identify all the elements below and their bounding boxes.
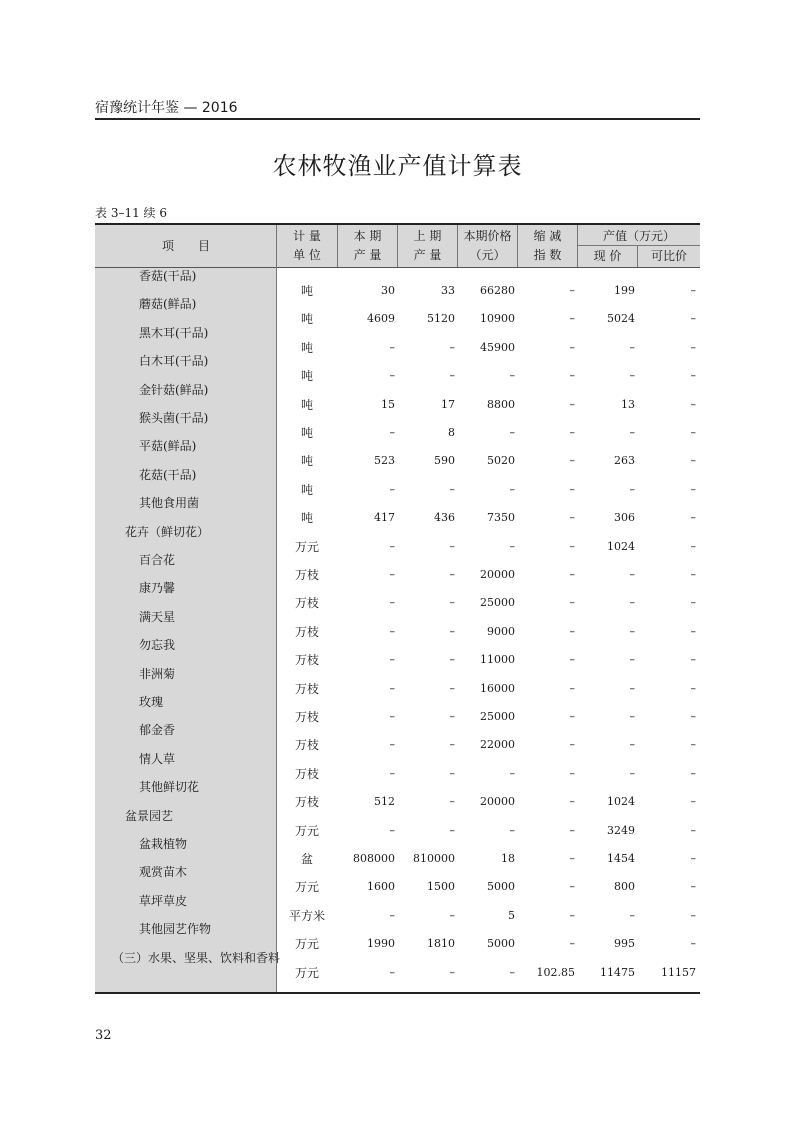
item-label: 盆栽植物 bbox=[139, 837, 188, 851]
table-id: 表 3–11 续 6 bbox=[95, 206, 167, 220]
cell-idx: – bbox=[569, 738, 575, 751]
cell-unit: 万枝 bbox=[294, 767, 319, 781]
cell-prev: – bbox=[449, 738, 455, 751]
cell-idx: – bbox=[569, 284, 575, 297]
item-label: 花菇(干品) bbox=[139, 468, 197, 482]
cell-idx: – bbox=[569, 341, 575, 354]
cell-comp: – bbox=[690, 483, 696, 496]
cell-prev: – bbox=[449, 341, 455, 354]
item-label: 金针菇(鲜品) bbox=[139, 383, 209, 397]
cell-idx: – bbox=[569, 483, 575, 496]
cell-prev: – bbox=[449, 483, 455, 496]
item-label: 玫瑰 bbox=[139, 695, 164, 709]
cell-prev: – bbox=[449, 568, 455, 581]
cell-now: 3249 bbox=[607, 824, 635, 837]
cell-comp: – bbox=[690, 653, 696, 666]
cell-idx: – bbox=[569, 880, 575, 893]
cell-price: 45900 bbox=[480, 341, 515, 354]
cell-unit: 万枝 bbox=[294, 738, 319, 752]
cell-prev: – bbox=[449, 966, 455, 979]
item-label: 非洲菊 bbox=[139, 667, 176, 681]
cell-prev: – bbox=[449, 795, 455, 808]
cell-price: – bbox=[509, 767, 515, 780]
cell-prev: 810000 bbox=[413, 852, 455, 865]
header-rule bbox=[95, 118, 700, 120]
cell-prev: 1500 bbox=[427, 880, 455, 893]
cell-now: – bbox=[629, 426, 635, 439]
item-label: （三）水果、坚果、饮料和香料 bbox=[112, 951, 281, 965]
cell-now: – bbox=[629, 568, 635, 581]
cell-now: – bbox=[629, 369, 635, 382]
cell-unit: 万枝 bbox=[294, 710, 319, 724]
cell-prev: 8 bbox=[448, 426, 455, 439]
cell-cur: – bbox=[389, 625, 395, 638]
cell-prev: – bbox=[449, 596, 455, 609]
cell-unit: 盆 bbox=[300, 852, 313, 866]
header-deflator-line2: 指 数 bbox=[533, 248, 562, 262]
cell-unit: 万枝 bbox=[294, 596, 319, 610]
cell-price: 18 bbox=[501, 852, 515, 865]
cell-prev: 17 bbox=[441, 398, 455, 411]
cell-unit: 万枝 bbox=[294, 653, 319, 667]
cell-now: – bbox=[629, 653, 635, 666]
cell-now: – bbox=[629, 710, 635, 723]
cell-cur: 417 bbox=[374, 511, 395, 524]
cell-price: 11000 bbox=[480, 653, 515, 666]
item-label: 花卉（鲜切花） bbox=[125, 525, 210, 539]
item-label: 郁金香 bbox=[139, 723, 176, 737]
cell-idx: – bbox=[569, 682, 575, 695]
item-label: 其他园艺作物 bbox=[139, 922, 212, 936]
cell-now: 800 bbox=[614, 880, 635, 893]
value-group-rule bbox=[578, 245, 700, 246]
cell-prev: – bbox=[449, 710, 455, 723]
cell-cur: 1600 bbox=[367, 880, 395, 893]
header-price-line1: 本期价格 bbox=[463, 229, 512, 243]
cell-price: – bbox=[509, 426, 515, 439]
cell-unit: 万元 bbox=[294, 540, 319, 554]
item-label: 黑木耳(干品) bbox=[139, 326, 209, 340]
cell-price: – bbox=[509, 483, 515, 496]
cell-unit: 吨 bbox=[300, 483, 313, 497]
cell-comp: – bbox=[690, 596, 696, 609]
cell-now: – bbox=[629, 483, 635, 496]
cell-comp: – bbox=[690, 540, 696, 553]
cell-unit: 吨 bbox=[300, 511, 313, 525]
cell-idx: – bbox=[569, 398, 575, 411]
cell-unit: 万元 bbox=[294, 937, 319, 951]
cell-idx: – bbox=[569, 426, 575, 439]
cell-price: – bbox=[509, 966, 515, 979]
item-label: 满天星 bbox=[139, 610, 176, 624]
cell-cur: – bbox=[389, 568, 395, 581]
cell-prev: 1810 bbox=[427, 937, 455, 950]
cell-cur: 30 bbox=[381, 284, 395, 297]
cell-prev: – bbox=[449, 909, 455, 922]
cell-price: 25000 bbox=[480, 596, 515, 609]
cell-cur: 4609 bbox=[367, 312, 395, 325]
cell-now: – bbox=[629, 767, 635, 780]
cell-cur: – bbox=[389, 682, 395, 695]
cell-unit: 平方米 bbox=[288, 909, 325, 923]
cell-cur: – bbox=[389, 966, 395, 979]
cell-price: 20000 bbox=[480, 568, 515, 581]
cell-unit: 吨 bbox=[300, 284, 313, 298]
item-label: 草坪草皮 bbox=[139, 894, 188, 908]
cell-comp: – bbox=[690, 710, 696, 723]
item-label: 情人草 bbox=[139, 752, 176, 766]
cell-idx: – bbox=[569, 540, 575, 553]
cell-price: 25000 bbox=[480, 710, 515, 723]
cell-price: 9000 bbox=[487, 625, 515, 638]
cell-comp: 11157 bbox=[661, 966, 696, 979]
cell-comp: – bbox=[690, 909, 696, 922]
cell-comp: – bbox=[690, 454, 696, 467]
cell-unit: 万元 bbox=[294, 880, 319, 894]
cell-cur: – bbox=[389, 767, 395, 780]
cell-comp: – bbox=[690, 880, 696, 893]
cell-unit: 吨 bbox=[300, 426, 313, 440]
cell-comp: – bbox=[690, 738, 696, 751]
cell-unit: 万枝 bbox=[294, 625, 319, 639]
cell-prev: – bbox=[449, 767, 455, 780]
cell-now: 263 bbox=[614, 454, 635, 467]
cell-now: 11475 bbox=[600, 966, 635, 979]
cell-price: 5000 bbox=[487, 880, 515, 893]
cell-now: – bbox=[629, 596, 635, 609]
cell-prev: 5120 bbox=[427, 312, 455, 325]
cell-cur: 15 bbox=[381, 398, 395, 411]
cell-prev: – bbox=[449, 625, 455, 638]
header-unit-line2: 单 位 bbox=[293, 248, 321, 262]
cell-unit: 吨 bbox=[300, 341, 313, 355]
cell-now: 13 bbox=[621, 398, 635, 411]
cell-idx: – bbox=[569, 824, 575, 837]
item-label: 其他食用菌 bbox=[139, 496, 200, 510]
cell-prev: – bbox=[449, 653, 455, 666]
item-label: 观赏苗木 bbox=[139, 865, 188, 879]
item-label: 康乃馨 bbox=[139, 581, 176, 595]
cell-idx: – bbox=[569, 568, 575, 581]
item-label: 盆景园艺 bbox=[125, 809, 174, 823]
cell-prev: 436 bbox=[434, 511, 455, 524]
item-label: 百合花 bbox=[139, 553, 176, 567]
cell-now: 1454 bbox=[607, 852, 635, 865]
cell-comp: – bbox=[690, 312, 696, 325]
cell-price: 10900 bbox=[480, 312, 515, 325]
cell-now: – bbox=[629, 341, 635, 354]
cell-unit: 吨 bbox=[300, 312, 313, 326]
cell-prev: 590 bbox=[434, 454, 455, 467]
cell-cur: – bbox=[389, 710, 395, 723]
cell-comp: – bbox=[690, 682, 696, 695]
header-current-output-line2: 产 量 bbox=[353, 248, 382, 262]
table-bottom-rule bbox=[95, 992, 700, 994]
cell-unit: 吨 bbox=[300, 369, 313, 383]
header-unit-line1: 计 量 bbox=[293, 229, 321, 243]
cell-unit: 吨 bbox=[300, 454, 313, 468]
cell-price: 7350 bbox=[487, 511, 515, 524]
item-label: 其他鲜切花 bbox=[139, 780, 200, 794]
cell-comp: – bbox=[690, 625, 696, 638]
header-previous-output-line2: 产 量 bbox=[413, 248, 442, 262]
item-column-shade bbox=[95, 268, 276, 993]
header-output-value-group: 产值（万元） bbox=[602, 229, 675, 243]
cell-now: 306 bbox=[614, 511, 635, 524]
cell-unit: 万枝 bbox=[294, 568, 319, 582]
cell-comp: – bbox=[690, 937, 696, 950]
cell-prev: – bbox=[449, 540, 455, 553]
cell-now: 5024 bbox=[607, 312, 635, 325]
cell-cur: 512 bbox=[374, 795, 395, 808]
cell-prev: 33 bbox=[441, 284, 455, 297]
header-value-comparable-price: 可比价 bbox=[650, 249, 687, 263]
cell-idx: – bbox=[569, 511, 575, 524]
cell-idx: – bbox=[569, 369, 575, 382]
cell-comp: – bbox=[690, 426, 696, 439]
cell-prev: – bbox=[449, 824, 455, 837]
cell-idx: – bbox=[569, 767, 575, 780]
item-label: 蘑菇(鲜品) bbox=[139, 297, 197, 311]
cell-now: – bbox=[629, 738, 635, 751]
cell-idx: – bbox=[569, 653, 575, 666]
cell-idx: – bbox=[569, 710, 575, 723]
cell-cur: – bbox=[389, 824, 395, 837]
cell-cur: – bbox=[389, 426, 395, 439]
cell-prev: – bbox=[449, 369, 455, 382]
cell-comp: – bbox=[690, 341, 696, 354]
item-label: 平菇(鲜品) bbox=[139, 439, 197, 453]
cell-comp: – bbox=[690, 824, 696, 837]
cell-comp: – bbox=[690, 767, 696, 780]
cell-price: 16000 bbox=[480, 682, 515, 695]
cell-cur: 808000 bbox=[353, 852, 395, 865]
cell-cur: – bbox=[389, 483, 395, 496]
cell-cur: 523 bbox=[374, 454, 395, 467]
cell-cur: – bbox=[389, 909, 395, 922]
cell-price: 20000 bbox=[480, 795, 515, 808]
cell-idx: 102.85 bbox=[536, 966, 575, 979]
cell-now: – bbox=[629, 625, 635, 638]
cell-price: 22000 bbox=[480, 738, 515, 751]
cell-price: 66280 bbox=[480, 284, 515, 297]
cell-comp: – bbox=[690, 511, 696, 524]
cell-price: 5000 bbox=[487, 937, 515, 950]
cell-unit: 万枝 bbox=[294, 795, 319, 809]
header-previous-output-line1: 上 期 bbox=[413, 229, 442, 243]
cell-price: – bbox=[509, 824, 515, 837]
cell-idx: – bbox=[569, 795, 575, 808]
cell-comp: – bbox=[690, 369, 696, 382]
cell-now: – bbox=[629, 909, 635, 922]
cell-comp: – bbox=[690, 795, 696, 808]
cell-cur: – bbox=[389, 341, 395, 354]
item-label: 猴头菌(干品) bbox=[139, 411, 209, 425]
cell-unit: 万元 bbox=[294, 824, 319, 838]
header-deflator-line1: 缩 减 bbox=[533, 229, 562, 243]
cell-idx: – bbox=[569, 454, 575, 467]
cell-idx: – bbox=[569, 312, 575, 325]
header-current-output-line1: 本 期 bbox=[353, 229, 382, 243]
cell-prev: – bbox=[449, 682, 455, 695]
cell-price: – bbox=[509, 369, 515, 382]
header-price-line2: （元） bbox=[469, 248, 506, 262]
cell-comp: – bbox=[690, 284, 696, 297]
cell-unit: 万元 bbox=[294, 966, 319, 980]
cell-unit: 万枝 bbox=[294, 682, 319, 696]
cell-comp: – bbox=[690, 398, 696, 411]
page-title: 农林牧渔业产值计算表 bbox=[272, 152, 523, 180]
item-label: 勿忘我 bbox=[139, 638, 176, 652]
cell-cur: 1990 bbox=[367, 937, 395, 950]
cell-idx: – bbox=[569, 852, 575, 865]
cell-now: 1024 bbox=[607, 540, 635, 553]
cell-now: 199 bbox=[614, 284, 635, 297]
cell-now: 1024 bbox=[607, 795, 635, 808]
cell-comp: – bbox=[690, 568, 696, 581]
cell-cur: – bbox=[389, 596, 395, 609]
cell-now: 995 bbox=[614, 937, 635, 950]
cell-price: 5020 bbox=[487, 454, 515, 467]
item-label: 香菇(干品) bbox=[139, 269, 197, 283]
cell-price: 5 bbox=[508, 909, 515, 922]
cell-idx: – bbox=[569, 596, 575, 609]
cell-cur: – bbox=[389, 369, 395, 382]
cell-cur: – bbox=[389, 653, 395, 666]
cell-comp: – bbox=[690, 852, 696, 865]
item-label: 白木耳(干品) bbox=[139, 354, 209, 368]
cell-idx: – bbox=[569, 937, 575, 950]
cell-price: – bbox=[509, 540, 515, 553]
running-header: 宿豫统计年鉴 — 2016 bbox=[95, 100, 238, 116]
cell-unit: 吨 bbox=[300, 398, 313, 412]
cell-now: – bbox=[629, 682, 635, 695]
cell-cur: – bbox=[389, 738, 395, 751]
header-item: 项 目 bbox=[161, 239, 210, 253]
cell-idx: – bbox=[569, 909, 575, 922]
cell-price: 8800 bbox=[487, 398, 515, 411]
cell-cur: – bbox=[389, 540, 395, 553]
header-value-current-price: 现 价 bbox=[593, 249, 622, 263]
cell-idx: – bbox=[569, 625, 575, 638]
page-number: 32 bbox=[95, 1028, 112, 1043]
